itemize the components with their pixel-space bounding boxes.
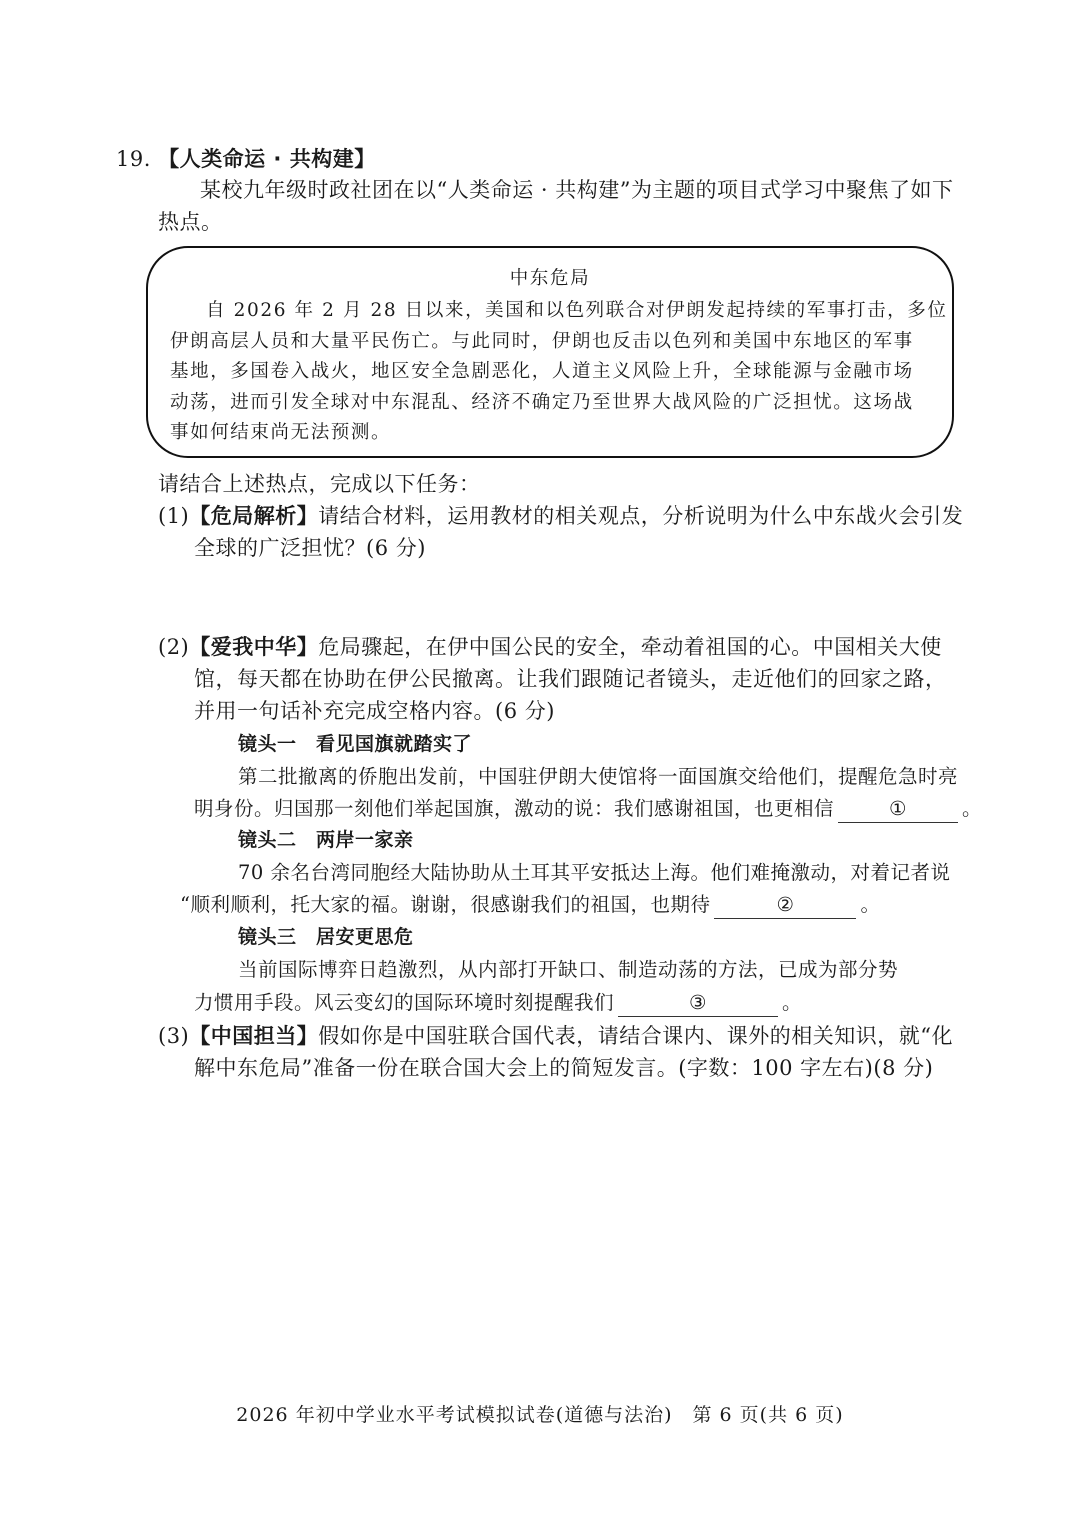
shot-2-heading: 镜头二 两岸一家亲 <box>238 829 414 851</box>
material-line: 伊朗高层人员和大量平民伤亡。与此同时，伊朗也反击以色列和美国中东地区的军事 <box>170 331 914 352</box>
subquestion-2-line-2: 馆，每天都在协助在伊公民撤离。让我们跟随记者镜头，走近他们的回家之路， <box>194 667 947 691</box>
subquestion-text: 请结合材料，运用教材的相关观点，分析说明为什么中东战火会引发 <box>318 504 964 528</box>
subquestion-tag: 【爱我中华】 <box>189 635 319 659</box>
subquestion-3-line-2: 解中东危局”准备一份在联合国大会上的简短发言。(字数：100 字左右)(8 分) <box>194 1056 934 1080</box>
period: 。 <box>860 893 881 916</box>
shot-text: 力惯用手段。风云变幻的国际环境时刻提醒我们 <box>194 991 615 1014</box>
task-intro: 请结合上述热点，完成以下任务： <box>158 472 481 496</box>
subquestion-1-line-2: 全球的广泛担忧？(6 分) <box>194 536 426 560</box>
material-line: 自 2026 年 2 月 28 日以来，美国和以色列联合对伊朗发起持续的军事打击，多位 <box>206 300 948 321</box>
question-number: 19. <box>116 147 151 171</box>
shot-3-heading: 镜头三 居安更思危 <box>238 926 414 948</box>
shot-text: “顺利顺利，托大家的福。谢谢，很感谢我们的祖国，也期待 <box>180 893 711 916</box>
shot-2-line-1: 70 余名台湾同胞经大陆协助从土耳其平安抵达上海。他们难掩激动，对着记者说 <box>238 861 951 884</box>
subquestion-number: (1) <box>158 504 190 528</box>
material-line: 事如何结束尚无法预测。 <box>170 422 392 443</box>
question-header <box>116 142 376 176</box>
intro-line-1: 某校九年级时政社团在以“人类命运 · 共构建”为主题的项目式学习中聚焦了如下 <box>200 178 954 202</box>
answer-blank-1[interactable]: ① <box>838 796 958 823</box>
subquestion-tag: 【中国担当】 <box>189 1024 319 1048</box>
answer-blank-3[interactable]: ③ <box>618 990 778 1017</box>
question-title: 【人类命运 · 共构建】 <box>158 147 376 171</box>
subquestion-text: 危局骤起，在伊中国公民的安全，牵动着祖国的心。中国相关大使 <box>318 635 942 659</box>
answer-blank-2[interactable]: ② <box>714 892 856 919</box>
subquestion-number: (2) <box>158 635 190 659</box>
page-footer: 2026 年初中学业水平考试模拟试卷(道德与法治) 第 6 页(共 6 页) <box>236 1404 844 1426</box>
intro-line-2: 热点。 <box>158 210 223 234</box>
shot-3-line-1: 当前国际博弈日趋激烈，从内部打开缺口、制造动荡的方法，已成为部分势 <box>238 958 899 981</box>
subquestion-2 <box>158 630 942 664</box>
shot-3-line-2 <box>194 986 802 1020</box>
subquestion-2-line-3: 并用一句话补充完成空格内容。(6 分) <box>194 699 555 723</box>
subquestion-number: (3) <box>158 1024 190 1048</box>
shot-1-heading: 镜头一 看见国旗就踏实了 <box>238 733 473 755</box>
subquestion-1 <box>158 499 963 533</box>
material-line: 基地，多国卷入战火，地区安全急剧恶化，人道主义风险上升，全球能源与金融市场 <box>170 361 914 382</box>
material-line: 动荡，进而引发全球对中东混乱、经济不确定乃至世界大战风险的广泛担忧。这场战 <box>170 392 914 413</box>
shot-1-line-2 <box>194 792 982 826</box>
shot-2-line-2 <box>180 888 881 922</box>
shot-1-line-1: 第二批撤离的侨胞出发前，中国驻伊朗大使馆将一面国旗交给他们，提醒危急时亮 <box>238 765 959 788</box>
period: 。 <box>782 991 803 1014</box>
subquestion-3 <box>158 1019 953 1053</box>
subquestion-tag: 【危局解析】 <box>189 504 319 528</box>
subquestion-text: 假如你是中国驻联合国代表，请结合课内、课外的相关知识，就“化 <box>318 1024 953 1048</box>
shot-text: 明身份。归国那一刻他们举起国旗，激动的说：我们感谢祖国，也更相信 <box>194 797 835 820</box>
period: 。 <box>962 797 983 820</box>
material-title: 中东危局 <box>509 268 591 289</box>
